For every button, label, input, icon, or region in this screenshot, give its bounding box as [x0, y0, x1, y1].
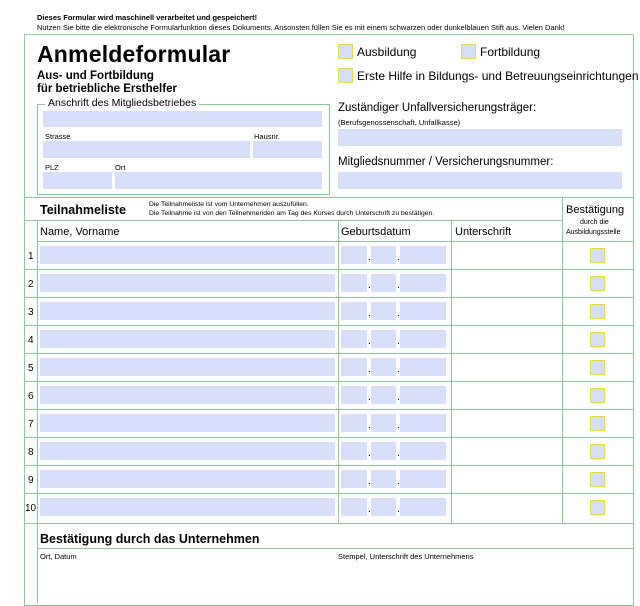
date-separator: . — [397, 420, 400, 431]
hausnr-field[interactable] — [253, 141, 322, 158]
strasse-field[interactable] — [43, 141, 250, 158]
participants-note-2: Die Teilnahme ist von den Teilnehmenden am Tag des Kurses durch Unterschrift zu bestätigen. — [149, 210, 435, 217]
row-divider — [24, 269, 633, 270]
erste-hilfe-label: Erste Hilfe in Bildungs- und Betreuungseinrichtungen — [357, 69, 639, 83]
row-number: 7 — [28, 419, 34, 430]
date-separator: . — [368, 364, 371, 375]
row-number: 3 — [28, 307, 34, 318]
birth-day-field[interactable] — [341, 442, 367, 460]
company-left-line — [37, 523, 38, 603]
row-number: 6 — [28, 391, 34, 402]
participants-title: Teilnahmeliste — [40, 203, 126, 217]
birth-day-field[interactable] — [341, 274, 367, 292]
form-subtitle-1: Aus- und Fortbildung — [37, 70, 154, 82]
col-sign-header: Unterschrift — [455, 226, 512, 238]
plz-label: PLZ — [45, 163, 59, 172]
name-field[interactable] — [40, 470, 335, 488]
insurer-hint: (Berufsgenossenschaft, Unfallkasse) — [338, 118, 461, 127]
row-number: 9 — [28, 475, 34, 486]
birth-month-field[interactable] — [371, 358, 396, 376]
date-separator: . — [397, 392, 400, 403]
member-number-field[interactable] — [338, 172, 622, 189]
sign-column-line — [451, 220, 452, 523]
birth-year-field[interactable] — [400, 302, 446, 320]
row-number: 10 — [25, 503, 37, 514]
birth-year-field[interactable] — [400, 246, 446, 264]
birth-column-line — [338, 220, 339, 523]
birth-day-field[interactable] — [341, 358, 367, 376]
fortbildung-checkbox[interactable] — [461, 44, 476, 59]
date-separator: . — [368, 336, 371, 347]
date-separator: . — [397, 448, 400, 459]
fortbildung-label: Fortbildung — [480, 45, 541, 59]
birth-day-field[interactable] — [341, 470, 367, 488]
processing-notice: Dieses Formular wird maschinell verarbeitet und gespeichert! — [37, 13, 258, 22]
insurer-field[interactable] — [338, 129, 622, 146]
birth-day-field[interactable] — [341, 414, 367, 432]
hausnr-label: Hausnr. — [254, 132, 280, 141]
name-field[interactable] — [40, 302, 335, 320]
col-birth-header: Geburtsdatum — [341, 226, 411, 238]
birth-month-field[interactable] — [371, 330, 396, 348]
row-divider — [24, 325, 633, 326]
erste-hilfe-checkbox[interactable] — [338, 68, 353, 83]
date-separator: . — [397, 280, 400, 291]
birth-year-field[interactable] — [400, 274, 446, 292]
date-separator: . — [397, 364, 400, 375]
form-title: Anmeldeformular — [37, 41, 231, 67]
date-separator: . — [368, 280, 371, 291]
place-date-label: Ort, Datum — [40, 552, 77, 561]
birth-month-field[interactable] — [371, 302, 396, 320]
date-separator: . — [397, 504, 400, 515]
birth-day-field[interactable] — [341, 498, 367, 516]
name-field[interactable] — [40, 414, 335, 432]
birth-day-field[interactable] — [341, 302, 367, 320]
row-divider — [24, 465, 633, 466]
row-divider — [24, 297, 633, 298]
birth-year-field[interactable] — [400, 414, 446, 432]
name-field[interactable] — [40, 246, 335, 264]
birth-day-field[interactable] — [341, 386, 367, 404]
confirm-checkbox[interactable] — [590, 304, 605, 319]
row-number: 8 — [28, 447, 34, 458]
row-divider — [24, 353, 633, 354]
ausbildung-label: Ausbildung — [357, 45, 417, 59]
row-divider — [24, 409, 633, 410]
birth-year-field[interactable] — [400, 442, 446, 460]
confirm-checkbox[interactable] — [590, 472, 605, 487]
row-divider — [24, 437, 633, 438]
confirm-column-line — [562, 197, 563, 523]
date-separator: . — [368, 476, 371, 487]
company-name-field[interactable] — [43, 111, 322, 127]
confirm-sub-1: durch die — [580, 219, 609, 226]
participants-note-1: Die Teilnahmeliste ist vom Unternehmen auszufüllen. — [149, 201, 309, 208]
birth-month-field[interactable] — [371, 274, 396, 292]
date-separator: . — [368, 448, 371, 459]
confirm-checkbox[interactable] — [590, 388, 605, 403]
birth-month-field[interactable] — [371, 498, 396, 516]
strasse-label: Strasse — [45, 132, 71, 141]
confirm-title: Bestätigung — [566, 204, 625, 216]
table-bottom-line — [24, 523, 633, 524]
date-separator: . — [397, 252, 400, 263]
col-name-header: Name, Vorname — [40, 226, 120, 238]
row-number: 2 — [28, 279, 34, 290]
date-separator: . — [368, 504, 371, 515]
confirm-checkbox[interactable] — [590, 416, 605, 431]
birth-year-field[interactable] — [400, 358, 446, 376]
date-separator: . — [368, 252, 371, 263]
form-subtitle-2: für betriebliche Ersthelfer — [37, 83, 177, 95]
date-separator: . — [368, 308, 371, 319]
confirm-checkbox[interactable] — [590, 276, 605, 291]
section-divider — [24, 197, 633, 198]
usage-notice: Nutzen Sie bitte die elektronische Formularfunktion dieses Dokuments. Ansonsten füllen Sie es mit einem schwarzen oder dunkelblauen Stift aus. Vielen Dank! — [37, 23, 565, 32]
confirm-checkbox[interactable] — [590, 248, 605, 263]
birth-month-field[interactable] — [371, 442, 396, 460]
member-number-label: Mitgliedsnummer / Versicherungsnummer: — [338, 156, 554, 168]
row-number: 4 — [28, 335, 34, 346]
confirm-sub-2: Ausbildungsstelle — [566, 229, 621, 236]
name-field[interactable] — [40, 498, 335, 516]
name-field[interactable] — [40, 442, 335, 460]
row-number-column-line — [37, 220, 38, 523]
insurer-label: Zuständiger Unfallversicherungsträger: — [338, 102, 537, 114]
birth-day-field[interactable] — [341, 330, 367, 348]
name-field[interactable] — [40, 386, 335, 404]
birth-month-field[interactable] — [371, 414, 396, 432]
stamp-label: Stempel, Unterschrift des Unternehmens — [338, 552, 474, 561]
confirm-checkbox[interactable] — [590, 500, 605, 515]
date-separator: . — [368, 392, 371, 403]
ausbildung-checkbox[interactable] — [338, 44, 353, 59]
date-separator: . — [397, 308, 400, 319]
date-separator: . — [397, 336, 400, 347]
date-separator: . — [397, 476, 400, 487]
row-divider — [24, 493, 633, 494]
table-top-line — [24, 220, 562, 221]
birth-year-field[interactable] — [400, 498, 446, 516]
ort-field[interactable] — [115, 172, 322, 189]
confirm-checkbox[interactable] — [590, 332, 605, 347]
birth-day-field[interactable] — [341, 246, 367, 264]
birth-year-field[interactable] — [400, 330, 446, 348]
header-row-line — [37, 241, 633, 242]
birth-month-field[interactable] — [371, 470, 396, 488]
confirm-checkbox[interactable] — [590, 444, 605, 459]
plz-field[interactable] — [43, 172, 112, 189]
row-number: 1 — [28, 251, 34, 262]
birth-year-field[interactable] — [400, 386, 446, 404]
birth-year-field[interactable] — [400, 470, 446, 488]
birth-month-field[interactable] — [371, 386, 396, 404]
ort-label: Ort — [115, 163, 126, 172]
company-confirm-title: Bestätigung durch das Unternehmen — [40, 532, 260, 546]
date-separator: . — [368, 420, 371, 431]
address-legend: Anschrift des Mitgliedsbetriebes — [45, 97, 199, 109]
birth-month-field[interactable] — [371, 246, 396, 264]
name-field[interactable] — [40, 274, 335, 292]
confirm-checkbox[interactable] — [590, 360, 605, 375]
row-number: 5 — [28, 363, 34, 374]
company-confirm-line — [37, 548, 633, 549]
name-field[interactable] — [40, 358, 335, 376]
name-field[interactable] — [40, 330, 335, 348]
row-divider — [24, 381, 633, 382]
